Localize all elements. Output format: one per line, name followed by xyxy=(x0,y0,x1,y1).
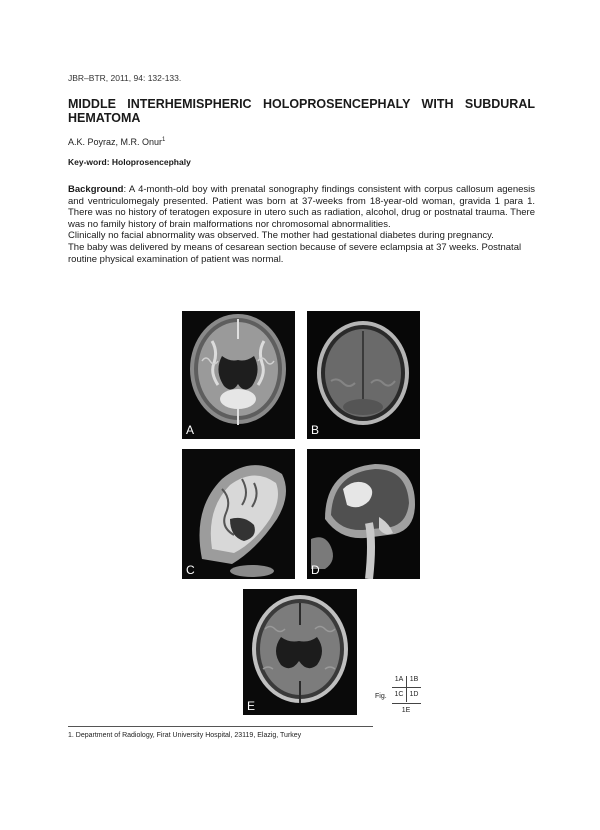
body-paragraph-2: Clinically no facial abnormality was observed. The mother had gestational diabetes during pregnancy. xyxy=(68,230,494,242)
article-title: MIDDLE INTERHEMISPHERIC HOLOPROSENCEPHALY WITH SUBDURAL HEMATOMA xyxy=(68,97,535,125)
footnote: 1. Department of Radiology, Firat University Hospital, 23119, Elazig, Turkey xyxy=(68,732,302,739)
figure-key-cell: 1C xyxy=(394,691,404,698)
figure-panel-d xyxy=(307,449,420,579)
key-divider xyxy=(392,687,421,688)
article-body xyxy=(68,184,535,265)
figure-panel-e xyxy=(243,589,357,715)
body-paragraph-1-text: : A 4-month-old boy with prenatal sonography findings consistent with corpus callosum agenesis and ventriculomegaly presented. Patient was born at 37-weeks from 18-year-old woman, gravida 1 para 1. There was no history of teratogen exposure in utero such as radiation, alcohol, drug or postnatal trauma. There was no family history of brain malformations nor chromosomal abnormalities. xyxy=(68,184,535,230)
figure-panel-c xyxy=(182,449,295,579)
panel-label-a: A xyxy=(186,423,195,437)
panel-label-b: B xyxy=(311,423,320,437)
panel-label-c: C xyxy=(186,563,195,577)
figure-panel-a xyxy=(182,311,295,439)
panel-label-d: D xyxy=(311,563,320,577)
axial-t1-mri-image xyxy=(243,589,357,715)
keywords: Key-word: Holoprosencephaly xyxy=(68,157,191,167)
journal-reference: JBR–BTR, 2011, 94: 132-133. xyxy=(68,73,182,83)
figure-panel-b xyxy=(307,311,420,439)
axial-t2-mri-image xyxy=(182,311,295,439)
figure-key-cell: 1A xyxy=(394,676,404,683)
midsagittal-mri-image xyxy=(307,449,420,579)
sagittal-mri-image xyxy=(182,449,295,579)
figure-key-label: Fig. xyxy=(375,693,387,700)
figure-key-cell: 1E xyxy=(401,707,411,714)
author-affiliation-mark: 1 xyxy=(162,137,166,143)
body-paragraph-1 xyxy=(68,184,535,230)
axial-t1-mri-image xyxy=(307,311,420,439)
key-divider xyxy=(392,703,421,704)
background-label: Background xyxy=(68,184,124,195)
figure-key-cell: 1D xyxy=(409,691,419,698)
author-names: A.K. Poyraz, M.R. Onur xyxy=(68,137,163,147)
authors xyxy=(68,137,165,147)
body-paragraph-3: The baby was delivered by means of cesarean section because of severe eclampsia at 37 weeks. Postnatal routine physical examination of patient was normal. xyxy=(68,241,522,265)
panel-label-e: E xyxy=(247,699,256,713)
footnote-divider xyxy=(68,726,373,727)
figure-key-cell: 1B xyxy=(409,676,419,683)
